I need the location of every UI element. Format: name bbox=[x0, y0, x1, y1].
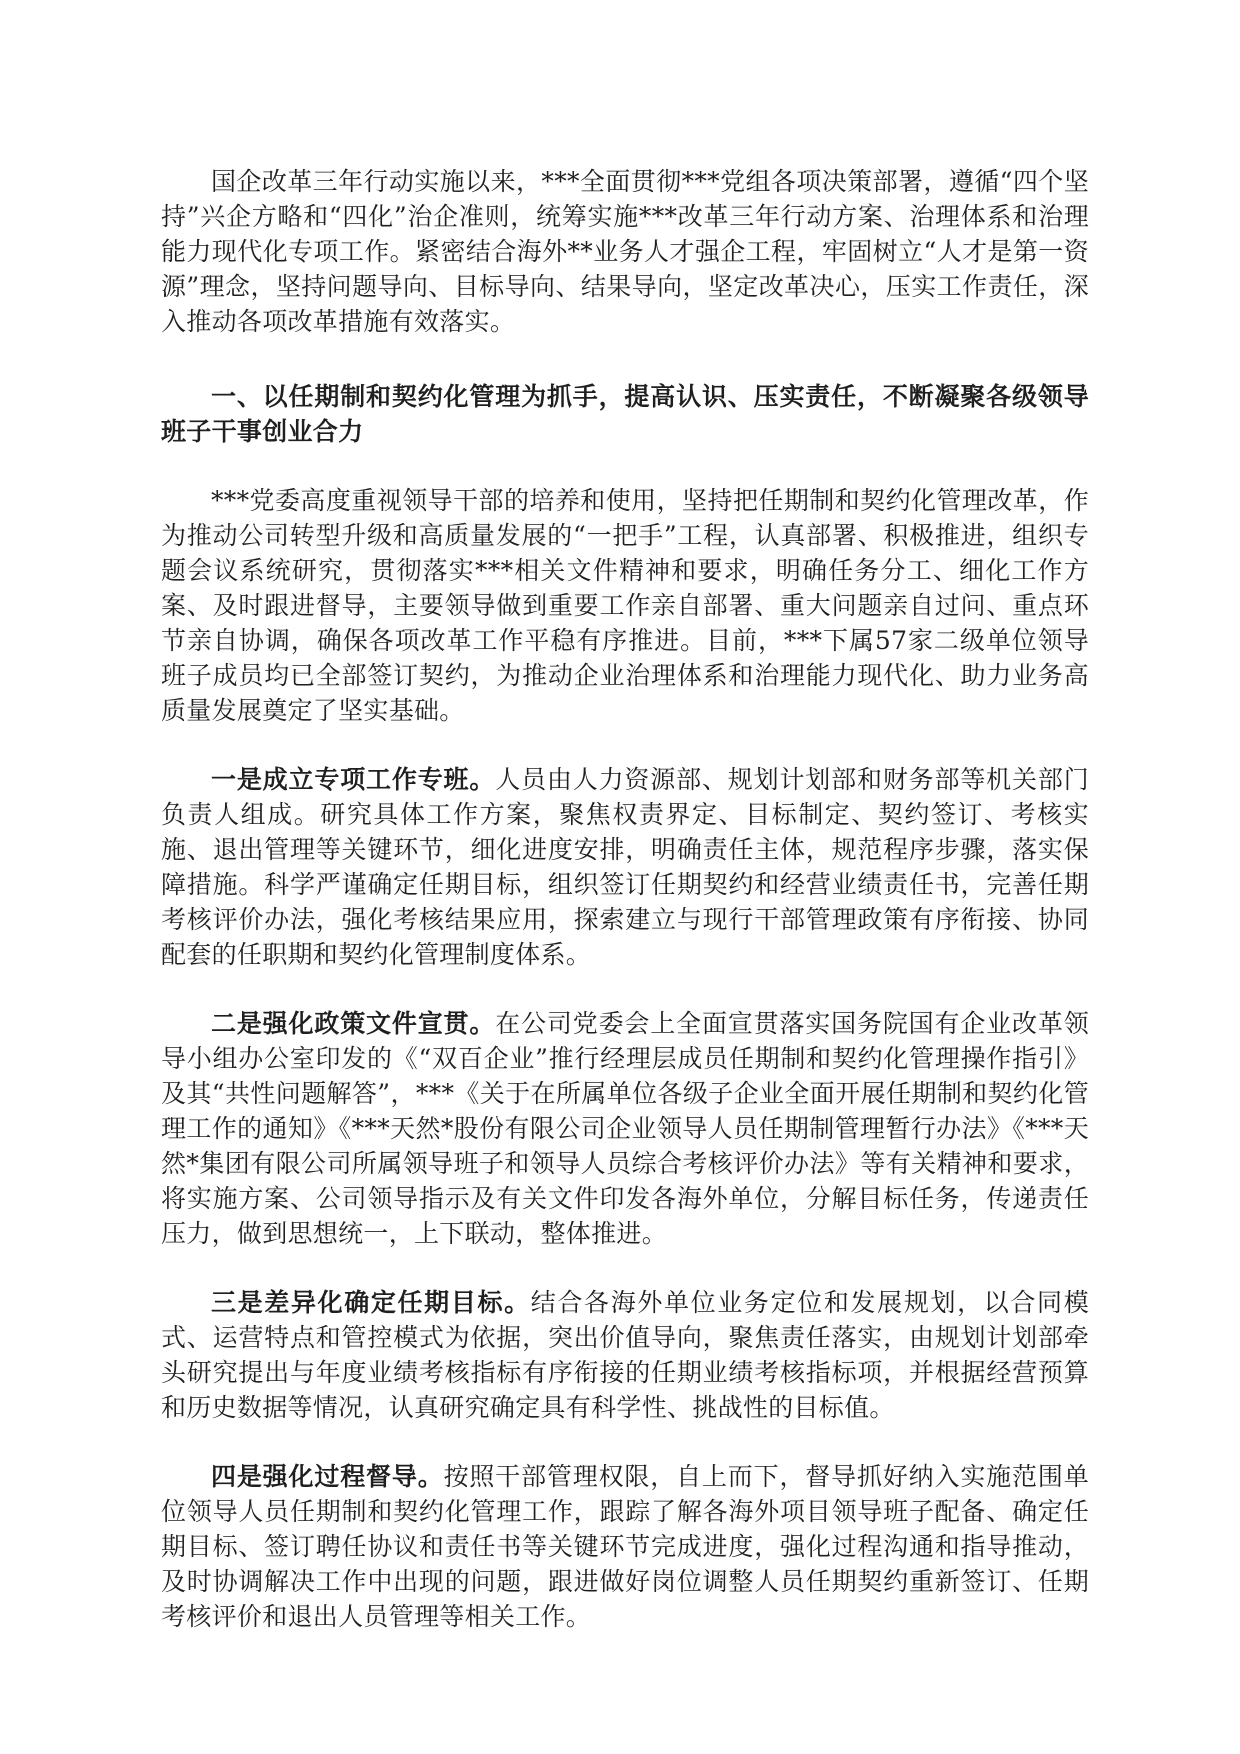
item-lead-4: 四是强化过程督导。 bbox=[211, 1462, 444, 1491]
item-body-2: 在公司党委会上全面宣贯落实国务院国有企业改革领导小组办公室印发的《“双百企业”推行经理层成员任期制和契约化管理操作指引》及其“共性问题解答”，***《关于在所属单位各级子企业全面开展任期制和契约化管理工作的通知》《***天然*股份有限公司企业领导人员任期制管理暂行办法》《***天然*集团有限公司所属领导班子和领导人员综合考核评价办法》等有关精神和要求，将实施方案、公司领导指示及有关文件印发各海外单位，分解目标任务，传递责任压力，做到思想统一，上下联动，整体推进。 bbox=[161, 1009, 1089, 1248]
item-body-3: 结合各海外单位业务定位和发展规划，以合同模式、运营特点和管控模式为依据，突出价值导向，聚焦责任落实，由规划计划部牵头研究提出与年度业绩考核指标有序衔接的任期业绩考核指标项，并根据经营预算和历史数据等情况，认真研究确定具有科学性、挑战性的目标值。 bbox=[161, 1288, 1089, 1422]
item-lead-2: 二是强化政策文件宣贯。 bbox=[211, 1009, 496, 1038]
section-heading: 一、以任期制和契约化管理为抓手，提高认识、压实责任，不断凝聚各级领导班子干事创业合力 bbox=[161, 382, 1089, 446]
item-body-1: 人员由人力资源部、规划计划部和财务部等机关部门负责人组成。研究具体工作方案，聚焦权责界定、目标制定、契约签订、考核实施、退出管理等关键环节，细化进度安排，明确责任主体，规范程序步骤，落实保障措施。科学严谨确定任期目标，组织签订任期契约和经营业绩责任书，完善任期考核评价办法，强化考核结果应用，探索建立与现行干部管理政策有序衔接、协同配套的任职期和契约化管理制度体系。 bbox=[161, 765, 1089, 969]
item-paragraph-2 bbox=[161, 1006, 1089, 1251]
section-body-paragraph: ***党委高度重视领导干部的培养和使用，坚持把任期制和契约化管理改革，作为推动公司转型升级和高质量发展的“一把手”工程，认真部署、积极推进，组织专题会议系统研究，贯彻落实***相关文件精神和要求，明确任务分工、细化工作方案、及时跟进督导，主要领导做到重要工作亲自部署、重大问题亲自过问、重点环节亲自协调，确保各项改革工作平稳有序推进。目前，***下属57家二级单位领导班子成员均已全部签订契约，为推动企业治理体系和治理能力现代化、助力业务高质量发展奠定了坚实基础。 bbox=[161, 486, 1089, 725]
item-paragraph-4 bbox=[161, 1459, 1089, 1634]
item-paragraph-3 bbox=[161, 1285, 1089, 1425]
item-body-4: 按照干部管理权限，自上而下，督导抓好纳入实施范围单位领导人员任期制和契约化管理工作，跟踪了解各海外项目领导班子配备、确定任期目标、签订聘任协议和责任书等关键环节完成进度，强化过程沟通和指导推动，及时协调解决工作中出现的问题，跟进做好岗位调整人员任期契约重新签订、任期考核评价和退出人员管理等相关工作。 bbox=[161, 1462, 1089, 1631]
item-lead-1: 一是成立专项工作专班。 bbox=[211, 765, 496, 794]
document-page bbox=[161, 164, 1089, 1634]
item-lead-3: 三是差异化确定任期目标。 bbox=[211, 1288, 531, 1317]
intro-paragraph: 国企改革三年行动实施以来，***全面贯彻***党组各项决策部署，遵循“四个坚持”兴企方略和“四化”治企准则，统筹实施***改革三年行动方案、治理体系和治理能力现代化专项工作。紧密结合海外**业务人才强企工程，牢固树立“人才是第一资源”理念，坚持问题导向、目标导向、结果导向，坚定改革决心，压实工作责任，深入推动各项改革措施有效落实。 bbox=[161, 167, 1089, 336]
item-paragraph-1 bbox=[161, 762, 1089, 972]
